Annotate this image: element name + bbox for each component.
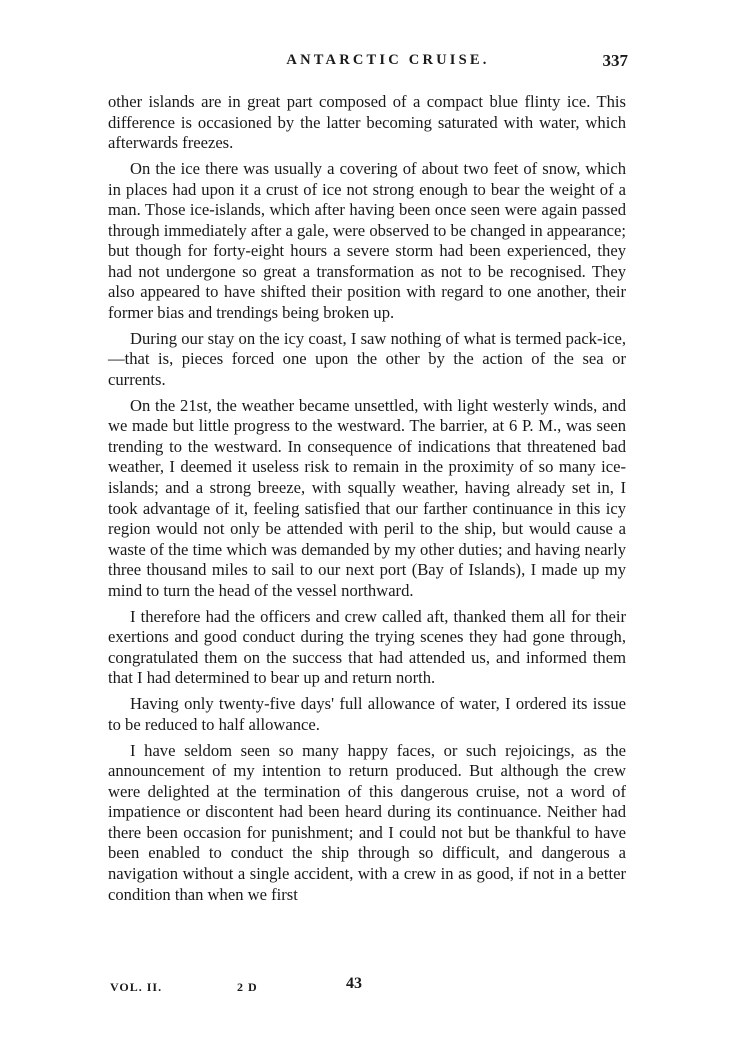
paragraph-2: On the ice there was usually a covering of about two feet of snow, which in places had upon it a crust of ice not strong enough to bear the weight of a man. Those ice-islands, which after having been once seen were again passed through immediately after a gale, were observed to be changed in appearance; but though for forty-eight hours a severe storm had been experienced, they had not undergone so great a transformation as not to be recognised. They also appeared to have shifted their position with regard to one another, their former bias and trendings being broken up.	[108, 159, 626, 322]
paragraph-6: Having only twenty-five days' full allowance of water, I ordered its issue to be reduced to half allowance.	[108, 694, 626, 734]
volume-label: VOL. II.	[110, 980, 163, 994]
paragraph-7: I have seldom seen so many happy faces, or such rejoicings, as the announcement of my intention to return produced. But although the crew were delighted at the termination of this dangerous cruise, not a word of impatience or discontent had been heard during its continuance. Neither had there been occasion for punishment; and I could not but be thankful to have been enabled to conduct the ship through so difficult, and dangerous a navigation without a single accident, with a crew in as good, if not in a better condition than when we first	[108, 740, 626, 904]
page-footer	[110, 976, 628, 998]
paragraph-5: I therefore had the officers and crew called aft, thanked them all for their exertions and good conduct during the trying scenes they had gone through, congratulated them on the success that had attended us, and informed them that I had determined to bear up and return north.	[108, 606, 626, 688]
body-text	[108, 92, 626, 905]
signature-mark: 2 D	[237, 980, 258, 994]
paragraph-3: During our stay on the icy coast, I saw nothing of what is termed pack-ice,—that is, pieces forced one upon the other by the action of the sea or currents.	[108, 328, 626, 389]
paragraph-4: On the 21st, the weather became unsettled, with light westerly winds, and we made but little progress to the westward. The barrier, at 6 P. M., was seen trending to the westward. In consequence of indications that threatened bad weather, I deemed it useless risk to remain in the proximity of so many ice-islands; and a strong breeze, with squally weather, having already set in, I took advantage of it, feeling satisfied that our farther continuance in this icy region would not only be attended with peril to the ship, but would cause a waste of the time which was demanded by my other duties; and having nearly three thousand miles to sail to our next port (Bay of Islands), I made up my mind to turn the head of the vessel northward.	[108, 395, 626, 600]
gathering-number: 43	[346, 975, 362, 992]
running-title: ANTARCTIC CRUISE.	[286, 52, 490, 68]
running-head	[108, 52, 628, 76]
page-number: 337	[602, 51, 628, 70]
paragraph-1: other islands are in great part composed of a compact blue flinty ice. This difference is occasioned by the latter becoming saturated with water, which afterwards freezes.	[108, 92, 626, 153]
